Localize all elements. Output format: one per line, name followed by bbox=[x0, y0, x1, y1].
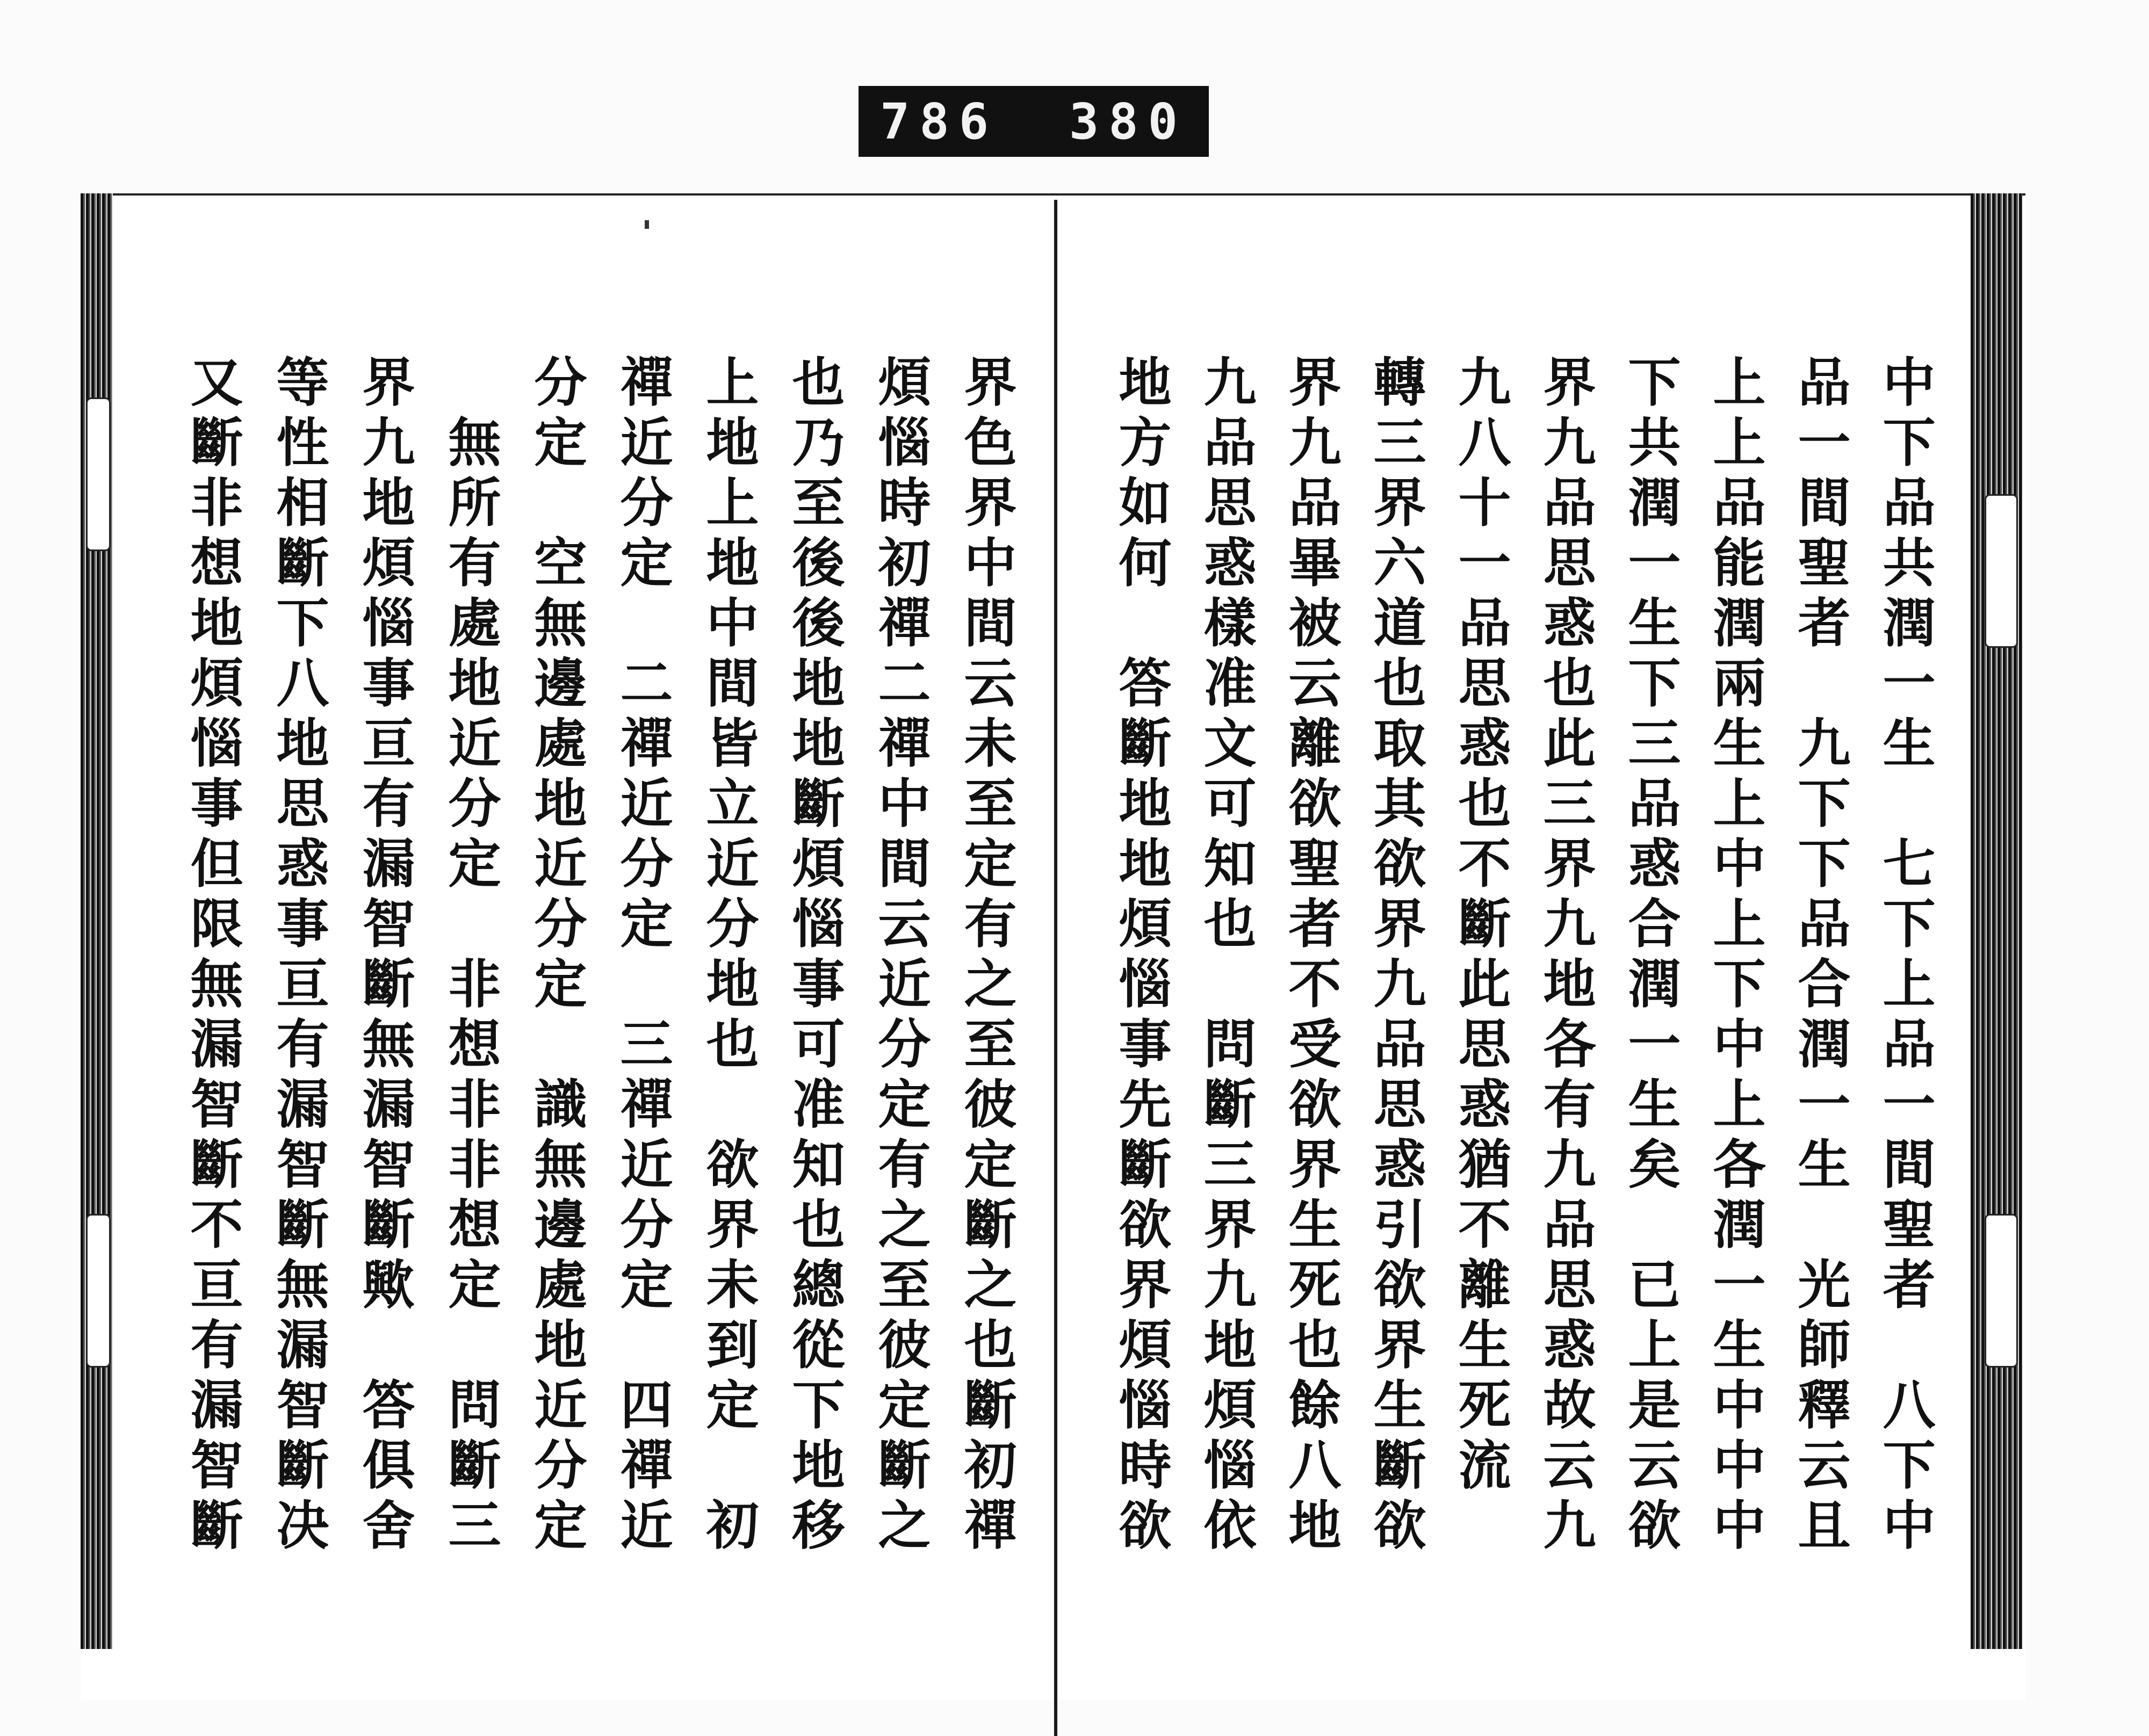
text-column: 界色界中間云未至定有之至彼定斷之也斷初禪 bbox=[955, 355, 1017, 1558]
text-column: 也乃至後後地地斷煩惱事可准知也總從下地移 bbox=[783, 355, 845, 1558]
top-mark bbox=[1585, 193, 1595, 196]
page-mark bbox=[645, 220, 649, 229]
text-column: 九品思惑樣准文可知也 問斷三界九地煩惱依 bbox=[1195, 355, 1257, 1558]
text-column: 界九地煩惱事亘有漏智斷無漏智斷歟 答俱舍 bbox=[354, 355, 415, 1558]
edge-tab bbox=[86, 1214, 111, 1368]
text-column: 煩惱時初禪二禪中間云近分定有之至彼定斷之 bbox=[869, 355, 931, 1558]
left-book-edge bbox=[81, 193, 113, 1649]
text-column: 品一間聖者 九下下品合潤一生 光師釋云且 bbox=[1789, 355, 1851, 1558]
catalog-label bbox=[859, 86, 1209, 157]
text-column: 九八十一品思惑也不斷此思惑猶不離生死流 bbox=[1450, 355, 1511, 1498]
text-column: 界九品思惑也此三界九地各有九品思惑故云九 bbox=[1534, 355, 1596, 1558]
text-column: 上上品能潤兩生上中上下中上各潤一生中中中 bbox=[1704, 355, 1766, 1558]
right-page-text bbox=[1091, 355, 1945, 1558]
catalog-number-left: 786 bbox=[880, 92, 999, 150]
text-column: 下共潤一生下三品惑合潤一生矣 已上是云欲 bbox=[1619, 355, 1681, 1558]
center-gutter bbox=[1054, 200, 1057, 1736]
text-column: 中下品共潤一生 七下上品一間聖者 八下中 bbox=[1874, 355, 1936, 1558]
text-column: 界九品畢被云離欲聖者不受欲界生死也餘八地 bbox=[1280, 355, 1342, 1558]
text-column: 分定 空無邊處地近分定 識無邊處地近分定 bbox=[525, 355, 587, 1558]
left-page-text bbox=[161, 355, 1026, 1558]
text-column: 無所有處地近分定 非想非非想定 問斷三 bbox=[439, 355, 501, 1558]
text-column: 等性相斷下八地思惑事亘有漏智斷無漏智斷决 bbox=[268, 355, 329, 1558]
text-column: 上地上地中間皆立近分地也 欲界未到定 初 bbox=[697, 355, 759, 1558]
edge-tab bbox=[1985, 1214, 2018, 1368]
text-column: 地方如何 答斷地地煩惱事先斷欲界煩惱時欲 bbox=[1110, 355, 1172, 1558]
edge-tab bbox=[1985, 494, 2018, 648]
text-column: 禪近分定 二禪近分定 三禪近分定 四禪近 bbox=[611, 355, 673, 1558]
text-column: 轉三界六道也取其欲界九品思惑引欲界生斷欲 bbox=[1365, 355, 1426, 1558]
text-column: 又斷非想地煩惱事但限無漏智斷不亘有漏智斷 bbox=[182, 355, 243, 1558]
catalog-number-right: 380 bbox=[1069, 92, 1187, 150]
right-book-edge bbox=[1971, 193, 2022, 1649]
edge-tab bbox=[86, 397, 111, 551]
